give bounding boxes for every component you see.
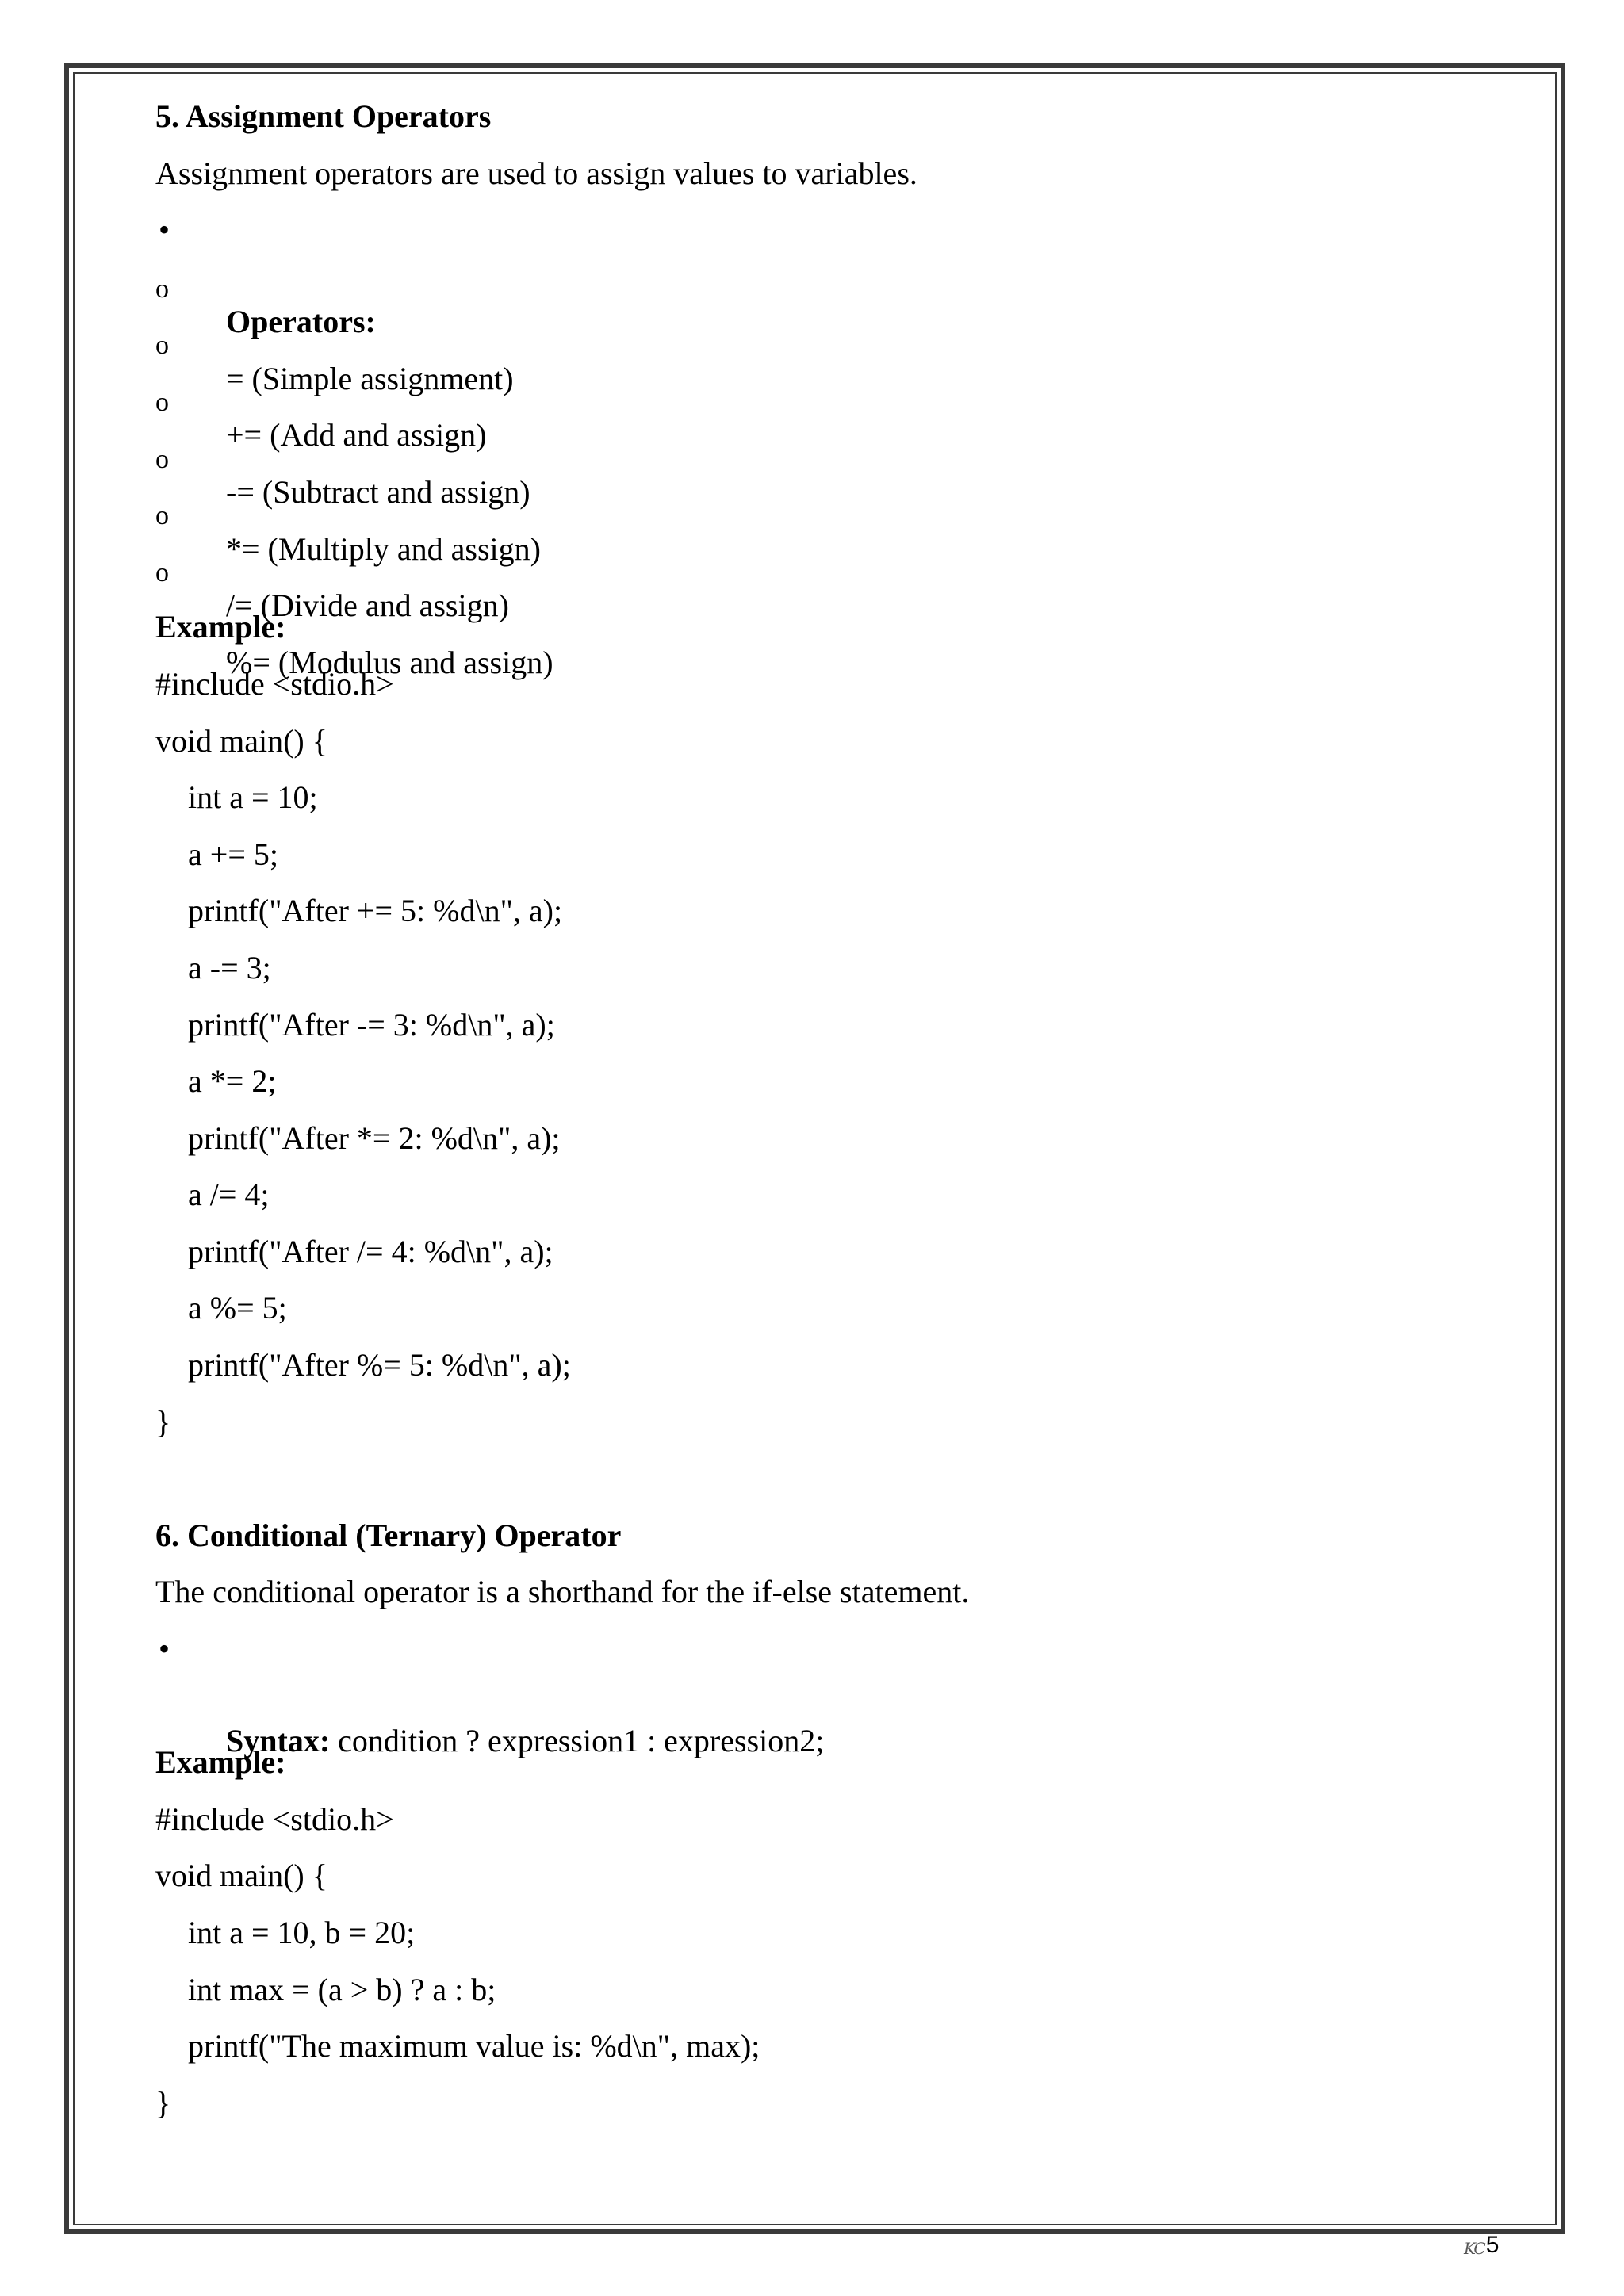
page-number: 5	[1485, 2232, 1500, 2258]
code-line: a /= 4;	[188, 1177, 270, 1213]
section-6-intro: The conditional operator is a shorthand for the if-else statement.	[155, 1574, 970, 1610]
operator-text: *= (Multiply and assign)	[226, 530, 541, 567]
operator-text: = (Simple assignment)	[226, 360, 514, 396]
operators-bullet	[155, 207, 1503, 340]
operator-text: += (Add and assign)	[226, 417, 487, 453]
circle-bullet-icon: o	[155, 274, 169, 304]
code-line: printf("After -= 3: %d\n", a);	[188, 1006, 555, 1043]
bullet-icon: •	[159, 212, 170, 248]
operator-text: %= (Modulus and assign)	[226, 644, 553, 680]
code-line: printf("After /= 4: %d\n", a);	[188, 1233, 553, 1269]
operator-item	[155, 434, 1503, 567]
code-line: a %= 5;	[188, 1290, 287, 1326]
code-line: }	[155, 2084, 171, 2121]
circle-bullet-icon: o	[155, 387, 169, 417]
section-5-heading: 5. Assignment Operators	[155, 98, 492, 134]
syntax-value: condition ? expression1 : expression2;	[330, 1723, 825, 1759]
section-6-example-label: Example:	[155, 1744, 286, 1781]
operators-label: Operators:	[226, 304, 376, 340]
circle-bullet-icon: o	[155, 557, 169, 587]
code-line: #include <stdio.h>	[155, 665, 394, 702]
syntax-bullet	[155, 1626, 1503, 1759]
operator-text: -= (Subtract and assign)	[226, 473, 530, 510]
bullet-icon: •	[159, 1631, 170, 1667]
code-line: void main() {	[155, 722, 327, 759]
code-line: printf("After += 5: %d\n", a);	[188, 893, 563, 929]
circle-bullet-icon: o	[155, 444, 169, 474]
section-5-example-label: Example:	[155, 609, 286, 645]
spacer	[155, 1456, 1503, 1513]
section-5-intro: Assignment operators are used to assign values to variables.	[155, 155, 917, 191]
section-6-heading: 6. Conditional (Ternary) Operator	[155, 1517, 622, 1553]
code-line: a *= 2;	[188, 1063, 277, 1100]
page-content	[155, 94, 1503, 2137]
code-line: printf("After *= 2: %d\n", a);	[188, 1119, 561, 1156]
code-line: int a = 10, b = 20;	[188, 1915, 416, 1950]
code-line: void main() {	[155, 1858, 327, 1894]
circle-bullet-icon: o	[155, 501, 169, 531]
code-line: #include <stdio.h>	[155, 1800, 394, 1837]
syntax-label: Syntax:	[226, 1723, 331, 1759]
code-line: int max = (a > b) ? a : b;	[188, 1971, 496, 2007]
circle-bullet-icon: o	[155, 331, 169, 361]
author-logo: KC	[1464, 2239, 1484, 2258]
code-line: a += 5;	[188, 836, 278, 872]
code-line: printf("The maximum value is: %d\n", max);	[188, 2028, 760, 2064]
code-line: a -= 3;	[188, 949, 271, 985]
operator-text: /= (Divide and assign)	[226, 587, 509, 624]
page-footer	[1464, 2226, 1499, 2258]
code-line: }	[155, 1403, 171, 1440]
code-line: int a = 10;	[188, 779, 318, 816]
code-line: printf("After %= 5: %d\n", a);	[188, 1347, 571, 1383]
